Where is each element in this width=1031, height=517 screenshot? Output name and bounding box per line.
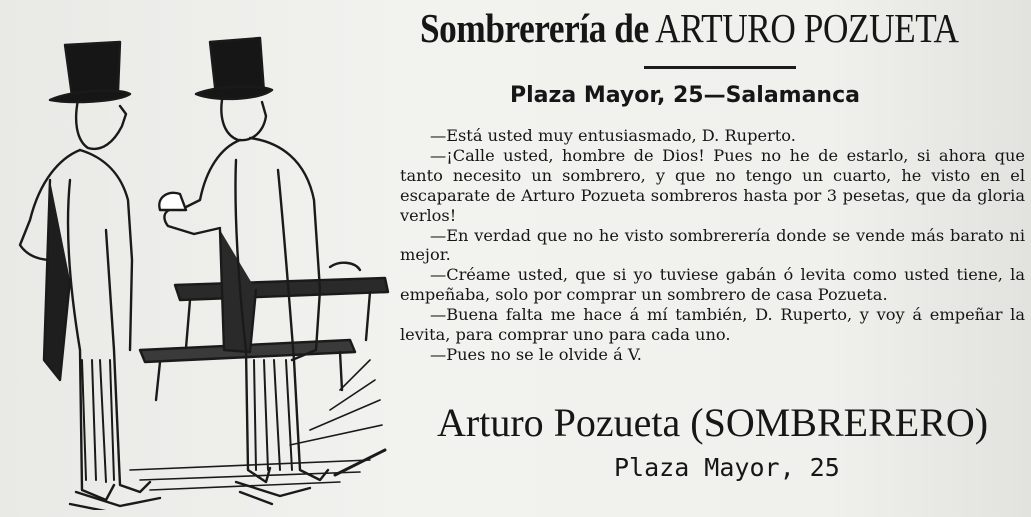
ad-title [420, 4, 959, 52]
left-man-drawing [20, 42, 160, 510]
dialogue-line: —Está usted muy entusiasmado, D. Ruperto. [430, 126, 796, 145]
dialogue-line: —Pues no se le olvide á V. [430, 344, 642, 364]
dialogue-line: —Buena falta me hace á mí también, D. Ruperto, y voy á empeñar la levita, para comprar uno para cada uno. [400, 305, 1025, 345]
signature-address: Plaza Mayor, 25 [614, 453, 840, 482]
dialogue-line: —Créame usted, que si yo tuviese gabán ó levita como usted tiene, la empeñaba, solo por comprar un sombrero de casa Pozueta. [400, 265, 1025, 305]
title-divider [644, 66, 796, 69]
title-shop-name: ARTURO POZUETA [655, 5, 959, 51]
title-lead: Sombrerería de [420, 5, 649, 51]
shop-address: Plaza Mayor, 25—Salamanca [510, 83, 860, 108]
ground-shading [130, 360, 385, 490]
two-gentlemen-illustration [10, 30, 390, 510]
right-man-drawing [159, 38, 328, 504]
dialogue-text [400, 126, 1025, 365]
signature-line: Arturo Pozueta (SOMBRERERO) [437, 400, 989, 445]
dialogue-line: —En verdad que no he visto sombrerería donde se vende más barato ni mejor. [400, 225, 1025, 265]
dialogue-line: —¡Calle usted, hombre de Dios! Pues no he de estarlo, si ahora que tanto necesito un sombrero, y que no tengo un cuarto, he visto en el escaparate de Arturo Pozueta sombreros hasta por 3 pesetas, que da gloria verlos! [400, 145, 1025, 225]
